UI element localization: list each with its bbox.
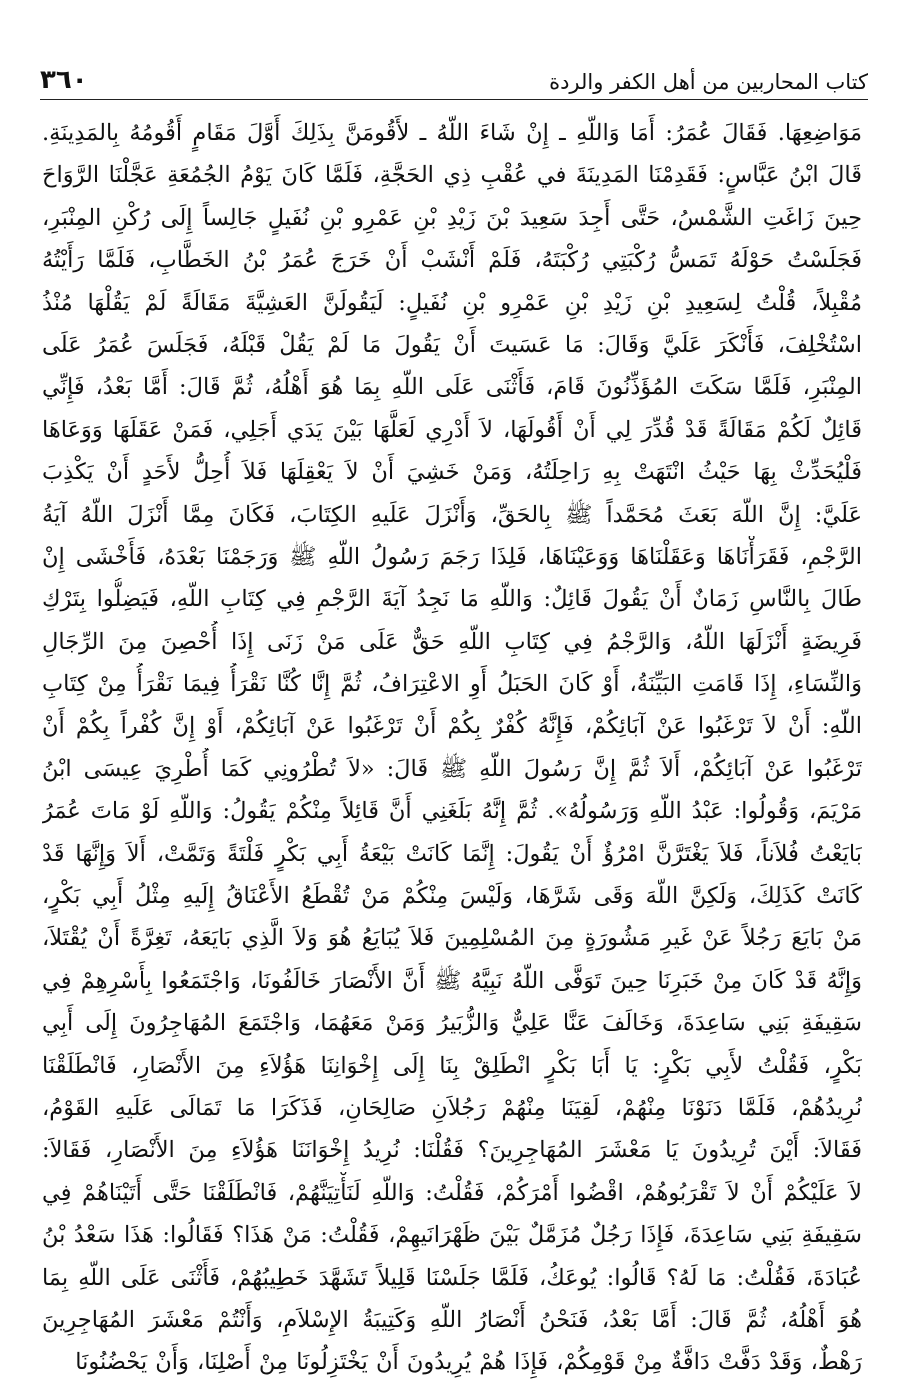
text-line: المِنْبَرِ، فَلَمَّا سَكَتَ المُؤَذِّنُونَ قَامَ، فَأَثْنَى عَلَى اللّهِ بِمَا هُوَ أَهْلُهُ، ثُمَّ قَالَ: أَمَّا بَعْدُ، فَإِنِّي: [42, 374, 862, 401]
text-line: فَرِيضَةٍ أَنْزَلَهَا اللّهُ، وَالرَّجْمُ فِي كِتَابِ اللّهِ حَقٌّ عَلَى مَنْ زَنَى إِذَا أُحْصِنَ مِنَ الرِّجَالِ: [42, 628, 862, 655]
text-line: مُقْبِلاً، قُلْتُ لِسَعِيدِ بْنِ زَيْدِ بْنِ عَمْرِو بْنِ نُفَيلٍ: لَيَقُولَنَّ العَشِيَّةَ مَقَالَةً لَمْ يَقُلْهَا مُنْذُ: [42, 289, 862, 316]
text-line: سَقِيفَةِ بَنِي سَاعِدَةَ، وَخَالَفَ عَنَّا عَلِيٌّ وَالزُّبَيرُ وَمَنْ مَعَهُمَا، وَاجْتَمَعَ المُهَاجِرُونَ إِلَى أَبِي: [42, 1010, 862, 1037]
page-header: [40, 52, 868, 100]
text-line: تَرْغَبُوا عَنْ آبَائِكُمْ، أَلاَ ثُمَّ إِنَّ رَسُولَ اللّهِ ﷺ قَالَ: «لاَ تُطْرُونِي كَمَا أُطْرِيَ عِيسَى ابْنُ: [42, 755, 862, 782]
text-line: مَوَاضِعِهَا. فَقَالَ عُمَرُ: أَمَا وَاللّهِ ـ إِنْ شَاءَ اللّهُ ـ لأَقُومَنَّ بِذَلِكَ أَوَّلَ مَقَامٍ أَقُومُهُ بِالمَدِينَةِ.: [42, 120, 862, 146]
text-line: وَإِنَّهُ قَدْ كَانَ مِنْ خَبَرِنَا حِينَ تَوَفَّى اللّهُ نَبِيَّهُ ﷺ أَنَّ الأَنْصَارَ خَالَفُونَا، وَاجْتَمَعُوا بِأَسْرِهِمْ فِي: [42, 967, 862, 994]
text-line: كَانَتْ كَذَلِكَ، وَلَكِنَّ اللّهَ وَقَى شَرَّهَا، وَلَيْسَ مِنْكُمْ مَنْ تُقْطَعُ الأَعْنَاقُ إِلَيهِ مِثْلُ أَبِي بَكْرٍ،: [42, 883, 862, 910]
text-line: قَالَ ابْنُ عَبَّاسٍ: فَقَدِمْنَا المَدِينَةَ في عُقْبِ ذِي الحَجَّةِ، فَلَمَّا كَانَ يَوْمُ الجُمُعَةِ عَجَّلْنَا الرَّوَاحَ: [42, 162, 862, 189]
body-text: [42, 112, 862, 1384]
text-line: عَلَيَّ: إِنَّ اللّهَ بَعَثَ مُحَمَّداً ﷺ بِالحَقِّ، وَأَنْزَلَ عَلَيهِ الكِتَابَ، فَكَانَ مِمَّا أَنْزَلَ اللّهُ آيَةُ: [42, 501, 862, 528]
text-line: نُرِيدُهُمْ، فَلَمَّا دَنَوْنَا مِنْهُمْ، لَقِيَنَا مِنْهُمْ رَجُلاَنِ صَالِحَانِ، فَذَكَرَا مَا تَمَالَى عَلَيهِ القَوْمُ،: [42, 1094, 862, 1121]
text-line: بَكْرٍ، فَقُلْتُ لأَبِي بَكْرٍ: يَا أَبَا بَكْرٍ انْطَلِقْ بِنَا إِلَى إِخْوَانِنَا هَؤُلاَءِ مِنَ الأَنْصَارِ، فَانْطَلَقْنَا: [42, 1052, 862, 1079]
page-number: ٣٦٠: [40, 65, 88, 95]
text-line: فَقَالاَ: أَيْنَ تُرِيدُونَ يَا مَعْشَرَ المُهَاجِرِينَ؟ فَقُلْنَا: نُرِيدُ إِخْوَانَنَا هَؤُلاَءِ مِنَ الأَنْصَارِ، فَقَالاَ:: [42, 1137, 862, 1164]
text-line: الرَّجْمِ، فَقَرَأْنَاهَا وَعَقَلْنَاهَا وَوَعَيْنَاهَا، فَلِذَا رَجَمَ رَسُولُ اللّهِ ﷺ وَرَجَمْنَا بَعْدَهُ، فَأَخْشَى إِنْ: [42, 543, 862, 570]
text-line: مَرْيَمَ، وَقُولُوا: عَبْدُ اللّهِ وَرَسُولُهُ». ثُمَّ إِنَّهُ بَلَغَنِي أَنَّ قَائِلاً مِنْكُمْ يَقُولُ: وَاللّهِ لَوْ مَاتَ عُمَرُ: [42, 798, 862, 825]
text-line: قَائِلٌ لَكُمْ مَقَالَةً قَدْ قُدِّرَ لِي أَنْ أَقُولَهَا، لاَ أَدْرِي لَعَلَّهَا بَيْنَ يَدَي أَجَلِي، فَمَنْ عَقَلَهَا وَوَعَاهَا: [42, 416, 862, 443]
text-line: بَايَعْتُ فُلاَناً، فَلاَ يَغْتَرَّنَّ امْرُؤٌ أَنْ يَقُولَ: إِنَّمَا كَانَتْ بَيْعَةُ أَبِي بَكْرٍ فَلْتَةً وَتَمَّتْ، أَلاَ وَإِنَّهَا قَدْ: [42, 840, 862, 867]
text-line: فَلْيُحَدِّثْ بِهَا حَيْثُ انْتَهَتْ بِهِ رَاحِلَتُهُ، وَمَنْ خَشِيَ أَنْ لاَ يَعْقِلَهَا فَلاَ أُحِلُّ لأَحَدٍ أَنْ يَكْذِبَ: [42, 459, 862, 486]
text-line: حِينَ زَاغَتِ الشَّمْسُ، حَتَّى أَجِدَ سَعِيدَ بْنَ زَيْدِ بْنِ عَمْرِو بْنِ نُفَيلٍ جَالِساً إِلَى رُكْنِ المِنْبَرِ،: [42, 204, 862, 231]
text-line: هُوَ أَهْلُهُ، ثُمَّ قَالَ: أَمَّا بَعْدُ، فَنَحْنُ أَنْصَارُ اللّهِ وَكَتِيبَةُ الإِسْلاَمِ، وَأَنْتُمْ مَعْشَرَ المُهَاجِرِينَ: [42, 1306, 862, 1333]
running-title: كتاب المحاربين من أهل الكفر والردة: [549, 70, 868, 94]
text-line: عُبَادَةَ، فَقُلْتُ: مَا لَهُ؟ قَالُوا: يُوعَكُ، فَلَمَّا جَلَسْنَا قَلِيلاً تَشَهَّدَ خَطِيبُهُمْ، فَأَثْنَى عَلَى اللّهِ بِمَا: [42, 1264, 862, 1291]
text-line: وَالنِّسَاءِ، إِذَا قَامَتِ البَيِّنَةُ، أَوْ كَانَ الحَبَلُ أَوِ الاعْتِرَافُ، ثُمَّ إِنَّا كُنَّا نَقْرَأُ فِيمَا نَقْرَأُ مِنْ كِتَابِ: [42, 671, 862, 698]
text-line: طَالَ بِالنَّاسِ زَمَانٌ أَنْ يَقُولَ قَائِلٌ: وَاللّهِ مَا نَجِدُ آيَةَ الرَّجْمِ فِي كِتَابِ اللّهِ، فَيَضِلُّوا بِتَرْكِ: [42, 586, 862, 613]
text-line: سَقِيفَةِ بَنِي سَاعِدَةَ، فَإِذَا رَجُلٌ مُزَمَّلٌ بَيْنَ ظَهْرَانَيهِمْ، فَقُلْتُ: مَنْ هَذَا؟ فَقَالُوا: هَذَا سَعْدُ بْنُ: [42, 1222, 862, 1249]
text-line: اللّهِ: أَنْ لاَ تَرْغَبُوا عَنْ آبَائِكُمْ، فَإِنَّهُ كُفْرٌ بِكُمْ أَنْ تَرْغَبُوا عَنْ آبَائِكُمْ، أَوْ إِنَّ كُفْراً بِكُمْ أَنْ: [42, 713, 862, 740]
text-line: مَنْ بَايَعَ رَجُلاً عَنْ غَيرِ مَشُورَةٍ مِنَ المُسْلِمِينَ فَلاَ يُبَايَعُ هُوَ وَلاَ الَّذِي بَايَعَهُ، تَغِرَّةً أَنْ يُقْتَلاَ،: [42, 925, 862, 952]
text-line: فَجَلَسْتُ حَوْلَهُ تَمَسُّ رُكْبَتِي رُكْبَتَهُ، فَلَمْ أَنْشَبْ أَنْ خَرَجَ عُمَرُ بْنُ الخَطَّابِ، فَلَمَّا رَأَيْتُهُ: [42, 247, 862, 274]
text-line: رَهْطٌ، وَقَدْ دَفَّتْ دَافَّةٌ مِنْ قَوْمِكُمْ، فَإِذَا هُمْ يُرِيدُونَ أَنْ يَخْتَزِلُونَا مِنْ أَصْلِنَا، وَأَنْ يَحْضُنُونَا: [75, 1349, 862, 1376]
text-line: لاَ عَلَيْكُمْ أَنْ لاَ تَقْرَبُوهُمْ، اقْضُوا أَمْرَكُمْ، فَقُلْتُ: وَاللّهِ لَنَأْتِيَنَّهُمْ، فَانْطَلَقْنَا حَتَّى أَتَيْنَاهُمْ فِي: [42, 1179, 862, 1206]
text-line: اسْتُخْلِفَ، فَأَنْكَرَ عَلَيَّ وَقَالَ: مَا عَسَيتَ أَنْ يَقُولَ مَا لَمْ يَقُلْ قَبْلَهُ، فَجَلَسَ عُمَرُ عَلَى: [42, 331, 862, 358]
